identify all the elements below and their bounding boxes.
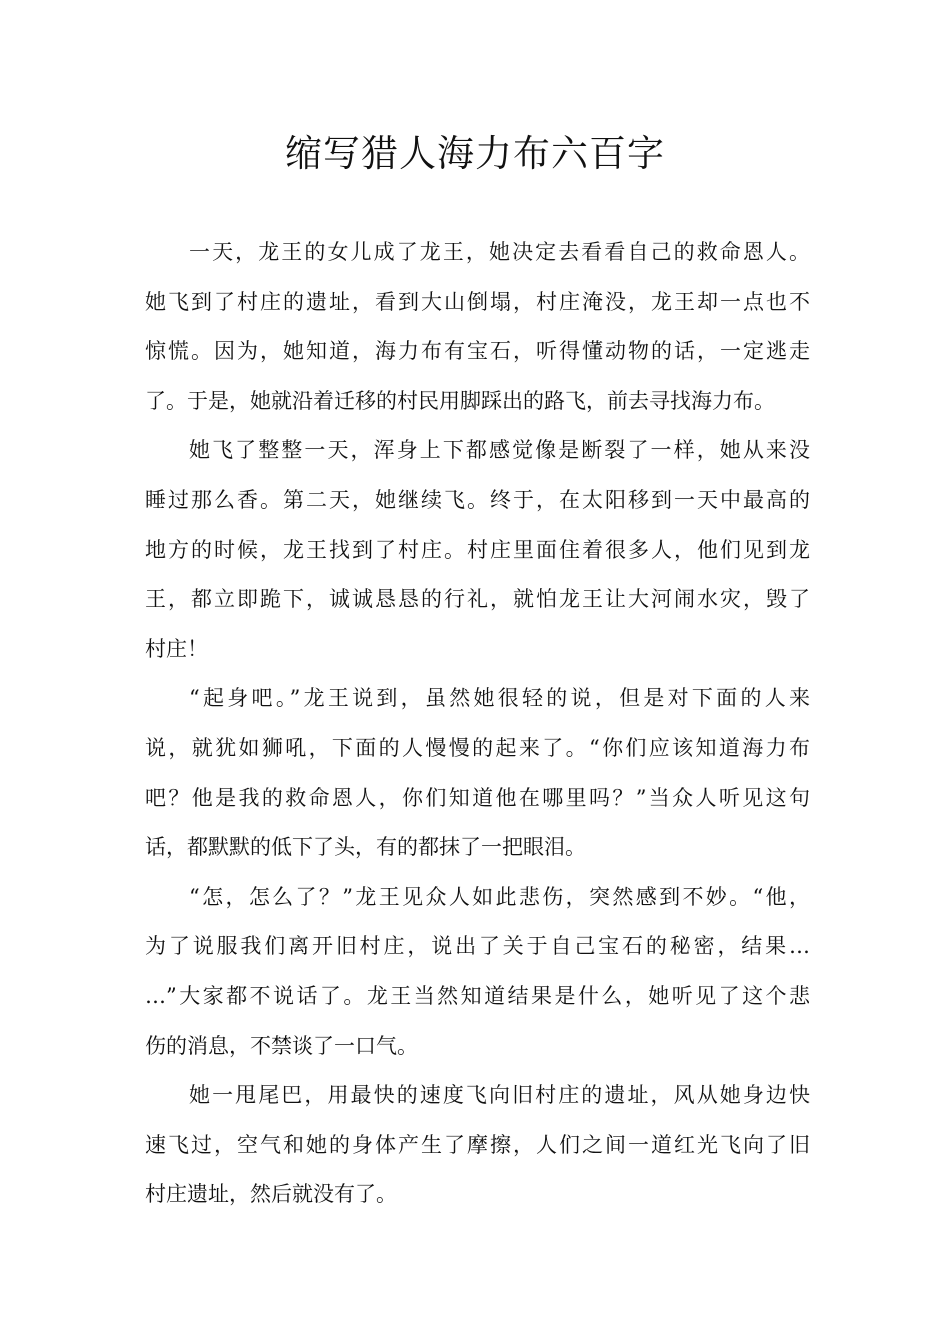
text-line: 话，都默默的低下了头，有的都抹了一把眼泪。 <box>145 835 586 860</box>
text-line: 她飞了整整一天，浑身上下都感觉像是断裂了一样，她从来没 <box>189 438 810 463</box>
document-body <box>145 228 810 1220</box>
text-line: 速飞过，空气和她的身体产生了摩擦，人们之间一道红光飞向了旧 <box>145 1132 810 1157</box>
text-line: 地方的时候，龙王找到了村庄。村庄里面住着很多人，他们见到龙 <box>145 537 810 562</box>
text-line: 王，都立即跪下，诚诚恳恳的行礼，就怕龙王让大河闹水灾，毁了 <box>145 587 810 612</box>
text-line: 了。于是，她就沿着迁移的村民用脚踩出的路飞，前去寻找海力布。 <box>145 388 775 413</box>
document-title: 缩写猎人海力布六百字 <box>285 132 665 175</box>
text-line: “起身吧。”龙王说到，虽然她很轻的说，但是对下面的人来 <box>189 686 810 711</box>
text-line: 村庄遗址，然后就没有了。 <box>145 1182 397 1207</box>
text-line: 为了说服我们离开旧村庄，说出了关于自己宝石的秘密，结果… <box>145 934 810 959</box>
text-line: 睡过那么香。第二天，她继续飞。终于，在太阳移到一天中最高的 <box>145 487 810 512</box>
text-line: 伤的消息，不禁谈了一口气。 <box>145 1033 418 1058</box>
text-line: 惊慌。因为，她知道，海力布有宝石，听得懂动物的话，一定逃走 <box>145 339 810 364</box>
text-line: 说，就犹如狮吼，下面的人慢慢的起来了。“你们应该知道海力布 <box>145 735 810 760</box>
text-line: 一天，龙王的女儿成了龙王，她决定去看看自己的救命恩人。 <box>189 240 810 264</box>
text-line: 她飞到了村庄的遗址，看到大山倒塌，村庄淹没，龙王却一点也不 <box>145 289 810 314</box>
text-line: 吧？他是我的救命恩人，你们知道他在哪里吗？”当众人听见这句 <box>145 785 810 810</box>
text-line: “怎，怎么了？”龙王见众人如此悲伤，突然感到不妙。“他， <box>189 884 810 909</box>
text-line: …”大家都不说话了。龙王当然知道结果是什么，她听见了这个悲 <box>145 983 810 1008</box>
text-line: 她一甩尾巴，用最快的速度飞向旧村庄的遗址，风从她身边快 <box>189 1083 810 1108</box>
text-line: 村庄！ <box>145 636 208 661</box>
